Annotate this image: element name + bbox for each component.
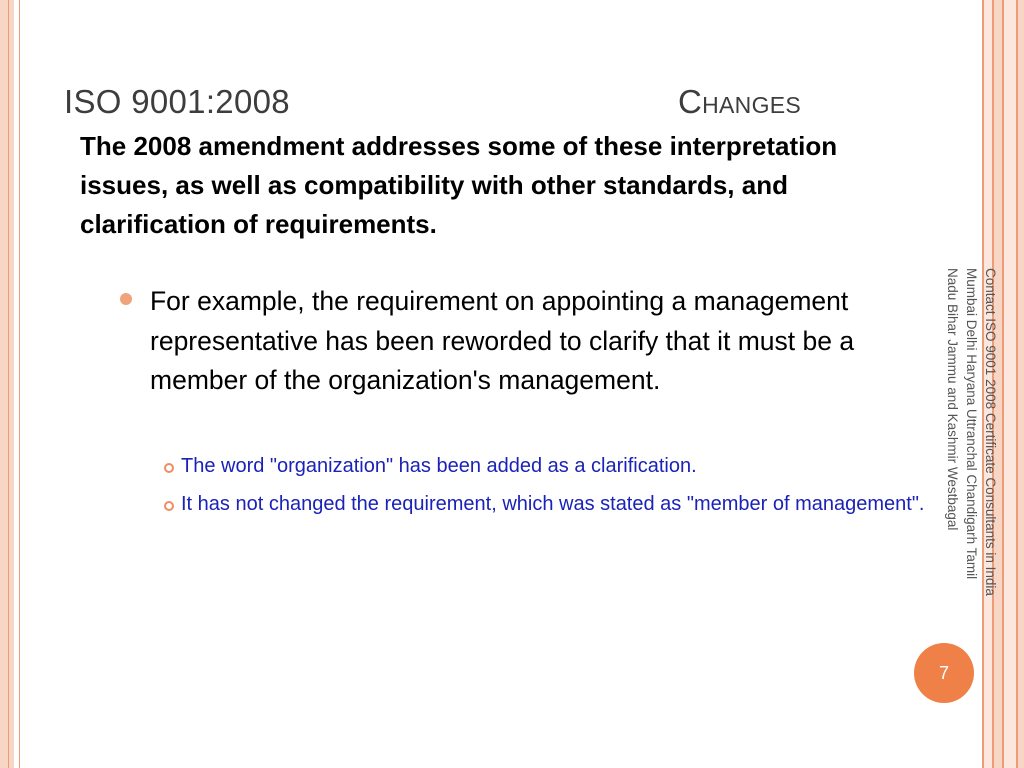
sub-bullet-ring-icon [164, 501, 174, 511]
sub-bullet-ring-icon [164, 463, 174, 473]
slide-title: ISO 9001:2008 [64, 83, 290, 120]
sub-bullet-text: The word "organization" has been added as a clarification. [181, 455, 697, 477]
left-border-line [8, 0, 9, 768]
page-number-badge: 7 [914, 643, 974, 703]
slide-title-section: Changes [678, 83, 802, 120]
sub-bullet-text: It has not changed the requirement, which was stated as "member of management". [181, 493, 925, 515]
bullet-dot-icon [120, 293, 132, 305]
side-note-text: Contact ISO 9001 2008 Certificate Consultants in India Mumbai Delhi Haryana Uttranchal Chandigarh Tamil Nadu Bihar Jammu and Kashmir Westbagal [945, 268, 998, 596]
side-note [920, 268, 1000, 608]
main-bullet-text: For example, the requirement on appointing a management representative has been reworded to clarify that it must be a member of the organization's management. [150, 286, 855, 395]
left-border-decoration [0, 0, 20, 768]
intro-paragraph: The 2008 amendment addresses some of these interpretation issues, as well as compatibility with other standards, and clarification of requirements. [80, 131, 838, 239]
